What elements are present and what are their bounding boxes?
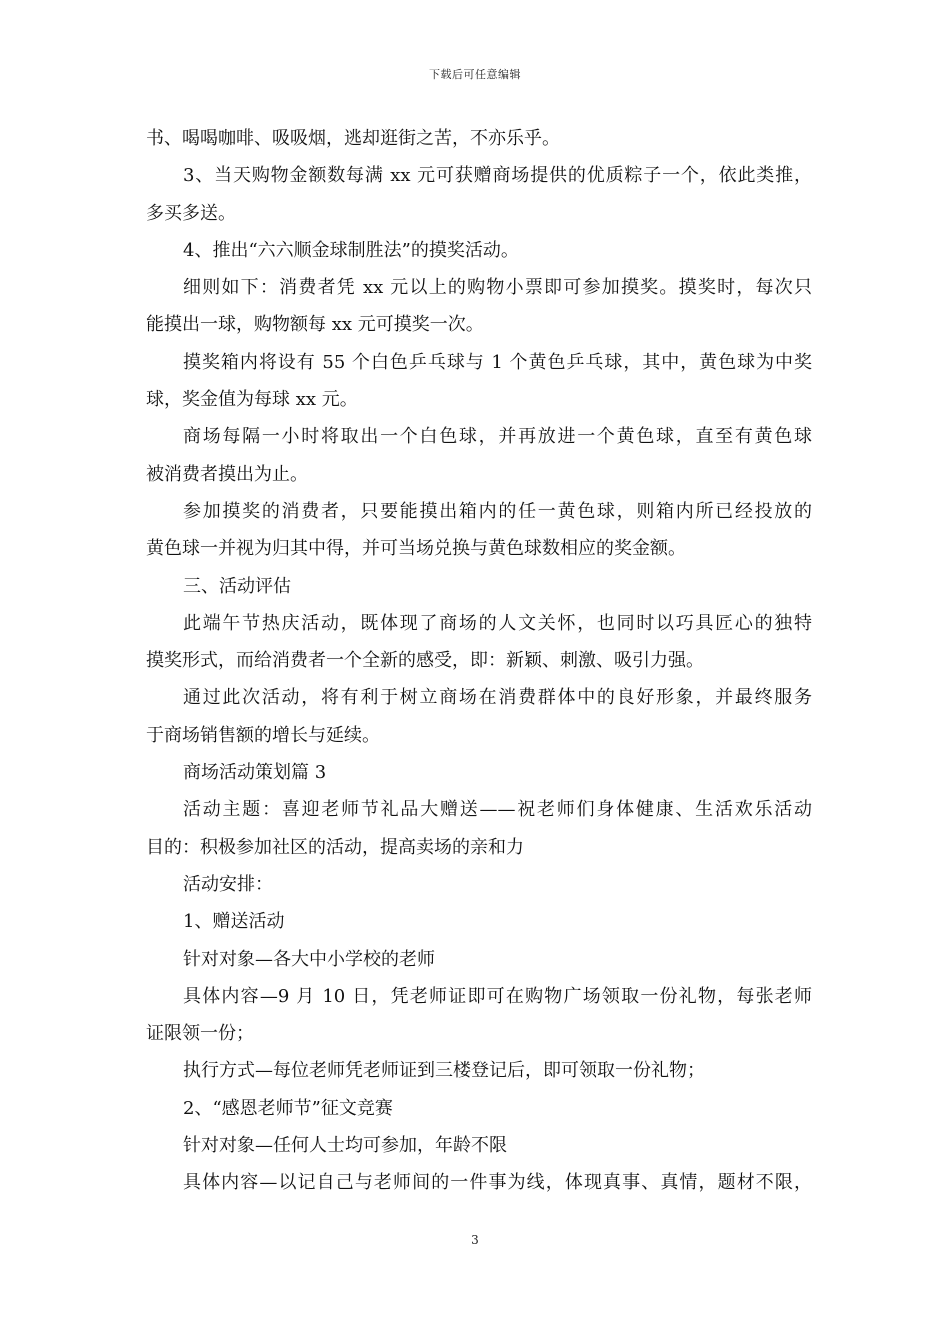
paragraph-line: 针对对象—任何人士均可参加，年龄不限 [183,1135,507,1157]
paragraph-line: 活动安排： [183,873,273,895]
paragraph-line: 4、推出“六六顺金球制胜法”的摸奖活动。 [183,239,519,261]
paragraph-line: 书、喝喝咖啡、吸吸烟，逃却逛街之苦，不亦乐乎。 [146,128,560,149]
paragraph-line: 黄色球一并视为归其中得，并可当场兑换与黄色球数相应的奖金额。 [146,538,686,560]
paragraph-line: 商场每隔一小时将取出一个白色球，并再放进一个黄色球，直至有黄色球 [183,426,812,448]
paragraph-line: 多买多送。 [146,202,236,224]
paragraph-line: 摸奖箱内将设有 55 个白色乒乓球与 1 个黄色乒乓球，其中，黄色球为中奖 [183,351,812,373]
paragraph-line: 通过此次活动，将有利于树立商场在消费群体中的良好形象，并最终服务 [183,687,812,709]
paragraph-line: 活动主题：喜迎老师节礼品大赠送——祝老师们身体健康、生活欢乐活动 [183,799,812,821]
section-heading: 三、活动评估 [183,575,291,597]
page-header: 下载后可任意编辑 [429,68,521,81]
paragraph-line: 细则如下：消费者凭 xx 元以上的购物小票即可参加摸奖。摸奖时，每次只 [183,277,812,299]
paragraph-line: 针对对象—各大中小学校的老师 [183,948,435,970]
page-number: 3 [471,1233,479,1247]
paragraph-line: 参加摸奖的消费者，只要能摸出箱内的任一黄色球，则箱内所已经投放的 [183,500,812,522]
paragraph-line: 3、当天购物金额数每满 xx 元可获赠商场提供的优质粽子一个，依此类推， [183,165,812,187]
paragraph-line: 目的：积极参加社区的活动，提高卖场的亲和力 [146,836,524,858]
paragraph-line: 具体内容—9 月 10 日，凭老师证即可在购物广场领取一份礼物，每张老师 [183,985,812,1007]
paragraph-line: 执行方式—每位老师凭老师证到三楼登记后，即可领取一份礼物； [183,1060,705,1082]
paragraph-line: 1、赠送活动 [183,911,285,933]
paragraph-line: 摸奖形式，而给消费者一个全新的感受，即：新颖、刺激、吸引力强。 [146,650,704,672]
paragraph-line: 证限领一份； [146,1023,254,1045]
paragraph-line: 具体内容—以记自己与老师间的一件事为线，体现真事、真情，题材不限， [183,1172,812,1194]
paragraph-line: 被消费者摸出为止。 [146,463,308,485]
paragraph-line: 2、“感恩老师节”征文竞赛 [183,1097,393,1119]
paragraph-line: 球，奖金值为每球 xx 元。 [146,389,358,411]
section-heading: 商场活动策划篇 3 [183,762,327,784]
paragraph-line: 于商场销售额的增长与延续。 [146,724,380,746]
paragraph-line: 能摸出一球，购物额每 xx 元可摸奖一次。 [146,314,484,336]
paragraph-line: 此端午节热庆活动，既体现了商场的人文关怀，也同时以巧具匠心的独特 [183,612,812,634]
document-body [146,124,812,1206]
